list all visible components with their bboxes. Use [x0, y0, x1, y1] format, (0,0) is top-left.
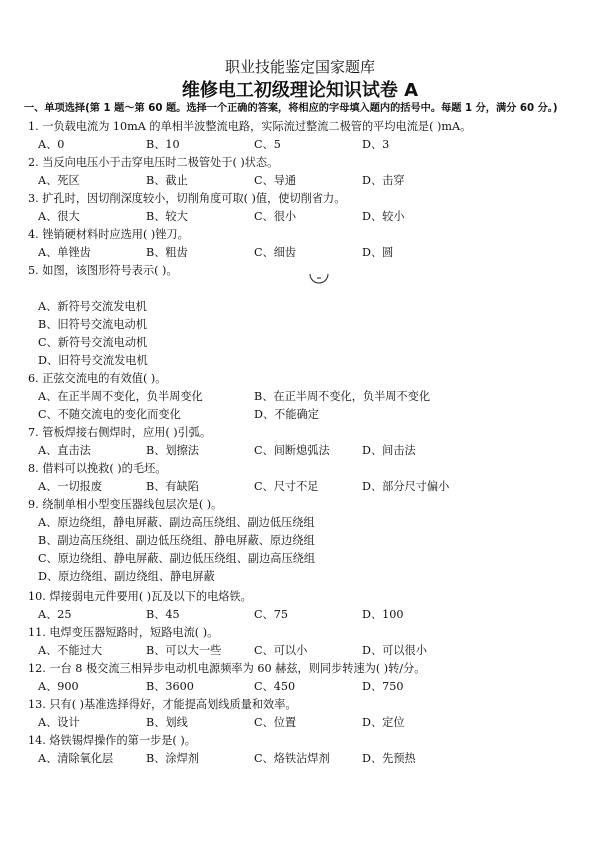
q5-option-b: B、旧符号交流电动机 [38, 318, 147, 331]
q14-option-a: A、清除氧化层 [38, 752, 114, 765]
q9-option-a: A、原边绕组，静电屏蔽、副边高压绕组、副边低压绕组 [38, 516, 315, 529]
q5-option-c: C、新符号交流电动机 [38, 336, 148, 349]
question-9 [28, 496, 222, 512]
question-12 [28, 660, 425, 676]
q6-option-c: C、不随交流电的变化而变化 [38, 408, 181, 421]
question-text: 扩孔时，因切削深度较小，切削角度可取( )值，使切削省力。 [42, 192, 346, 205]
q11-option-d: D、可以很小 [362, 644, 427, 657]
question-13 [28, 696, 297, 712]
q12-option-a: A、900 [38, 680, 79, 693]
q8-option-a: A、一切报废 [38, 480, 103, 493]
exam-subtitle: 职业技能鉴定国家题库 [224, 58, 375, 76]
q2-option-b: B、截止 [146, 174, 188, 187]
question-number: 10. [28, 590, 46, 603]
q3-option-a: A、很大 [38, 210, 80, 223]
q10-option-b: B、45 [146, 608, 180, 621]
q4-option-d: D、圆 [362, 246, 394, 259]
question-text: 焊接弱电元件要用( )瓦及以下的电烙铁。 [49, 590, 252, 603]
question-2 [28, 154, 278, 170]
question-text: 如图，该图形符号表示( )。 [42, 264, 178, 277]
q8-option-b: B、有缺陷 [146, 480, 199, 493]
question-number: 13. [28, 698, 46, 711]
question-number: 8. [28, 462, 39, 475]
question-text: 一台 8 极交流三相异步电动机电源频率为 60 赫兹，则同步转速为( )转/分。 [49, 662, 426, 675]
question-10 [28, 588, 252, 604]
q13-option-d: D、定位 [362, 716, 405, 729]
question-3 [28, 190, 345, 206]
q2-option-d: D、击穿 [362, 174, 405, 187]
question-8 [28, 460, 166, 476]
question-text: 电焊变压器短路时，短路电流( )。 [49, 626, 219, 639]
q8-option-c: C、尺寸不足 [254, 480, 319, 493]
q10-option-d: D、100 [362, 608, 404, 621]
question-text: 正弦交流电的有效值( )。 [42, 372, 167, 385]
q1-option-b: B、10 [146, 138, 180, 151]
q12-option-d: D、750 [362, 680, 404, 693]
q4-option-b: B、粗齿 [146, 246, 188, 259]
question-text: 借料可以挽救( )的毛坯。 [42, 462, 167, 475]
q5-option-d: D、旧符号交流发电机 [38, 354, 148, 367]
q13-option-a: A、设计 [38, 716, 80, 729]
q2-option-a: A、死区 [38, 174, 80, 187]
question-number: 5. [28, 264, 39, 277]
question-number: 12. [28, 662, 46, 675]
q10-option-a: A、25 [38, 608, 72, 621]
q6-option-b: B、在正半周不变化，负半周不变化 [254, 390, 431, 403]
question-5 [28, 262, 178, 278]
question-text: 当反向电压小于击穿电压时二极管处于( )状态。 [42, 156, 279, 169]
question-number: 9. [28, 498, 39, 511]
question-text: 烙铁锡焊操作的第一步是( )。 [49, 734, 196, 747]
q14-option-b: B、涂焊剂 [146, 752, 199, 765]
q11-option-c: C、可以小 [254, 644, 308, 657]
q11-option-b: B、可以大一些 [146, 644, 222, 657]
q14-option-d: D、先预热 [362, 752, 416, 765]
q12-option-b: B、3600 [146, 680, 194, 693]
q1-option-a: A、0 [38, 138, 65, 151]
question-number: 4. [28, 228, 39, 241]
q4-option-a: A、单锉齿 [38, 246, 91, 259]
question-text: 绕制单相小型变压器线包层次是( )。 [42, 498, 223, 511]
question-number: 11. [28, 626, 46, 639]
question-14 [28, 732, 196, 748]
question-number: 6. [28, 372, 39, 385]
q5-option-a: A、新符号交流发电机 [38, 300, 147, 313]
question-number: 14. [28, 734, 46, 747]
generator-symbol-figure [308, 272, 330, 286]
question-6 [28, 370, 166, 386]
q11-option-a: A、不能过大 [38, 644, 103, 657]
question-4 [28, 226, 189, 242]
question-text: 一负载电流为 10mA 的单相半波整流电路，实际流过整流二极管的平均电流是( )mA。 [42, 120, 472, 133]
q8-option-d: D、部分尺寸偏小 [362, 480, 450, 493]
q6-option-a: A、在正半周不变化，负半周变化 [38, 390, 203, 403]
q2-option-c: C、导通 [254, 174, 297, 187]
q13-option-c: C、位置 [254, 716, 297, 729]
q7-option-c: C、间断熄弧法 [254, 444, 330, 457]
q9-option-d: D、原边绕组、副边绕组、静电屏蔽 [38, 570, 215, 583]
q7-option-d: D、间击法 [362, 444, 416, 457]
q1-option-c: C、5 [254, 138, 281, 151]
q1-option-d: D、3 [362, 138, 390, 151]
q10-option-c: C、75 [254, 608, 288, 621]
q6-option-d: D、不能确定 [254, 408, 319, 421]
q12-option-c: C、450 [254, 680, 296, 693]
question-7 [28, 424, 211, 440]
q7-option-a: A、直击法 [38, 444, 91, 457]
question-text: 管板焊接右侧焊时，应用( )引弧。 [42, 426, 212, 439]
question-1 [28, 118, 471, 134]
question-number: 7. [28, 426, 39, 439]
q9-option-b: B、副边高压绕组、副边低压绕组、静电屏蔽、原边绕组 [38, 534, 315, 547]
q3-option-d: D、较小 [362, 210, 405, 223]
q13-option-b: B、划线 [146, 716, 188, 729]
question-text: 只有( )基准选择得好，才能提高划线质量和效率。 [49, 698, 297, 711]
question-number: 1. [28, 120, 39, 133]
q3-option-b: B、较大 [146, 210, 188, 223]
question-text: 锉销硬材料时应选用( )锉刀。 [42, 228, 189, 241]
exam-title: 维修电工初级理论知识试卷 A [181, 80, 419, 101]
q3-option-c: C、很小 [254, 210, 297, 223]
question-number: 3. [28, 192, 39, 205]
q9-option-c: C、原边绕组、静电屏蔽、副边低压绕组、副边高压绕组 [38, 552, 316, 565]
question-number: 2. [28, 156, 39, 169]
q4-option-c: C、细齿 [254, 246, 297, 259]
q7-option-b: B、划擦法 [146, 444, 199, 457]
question-11 [28, 624, 218, 640]
section-heading: 一、单项选择(第 1 题～第 60 题。选择一个正确的答案，将相应的字母填入题内的括号中。每题 1 分，满分 60 分。) [24, 103, 558, 114]
q14-option-c: C、烙铁沾焊剂 [254, 752, 330, 765]
